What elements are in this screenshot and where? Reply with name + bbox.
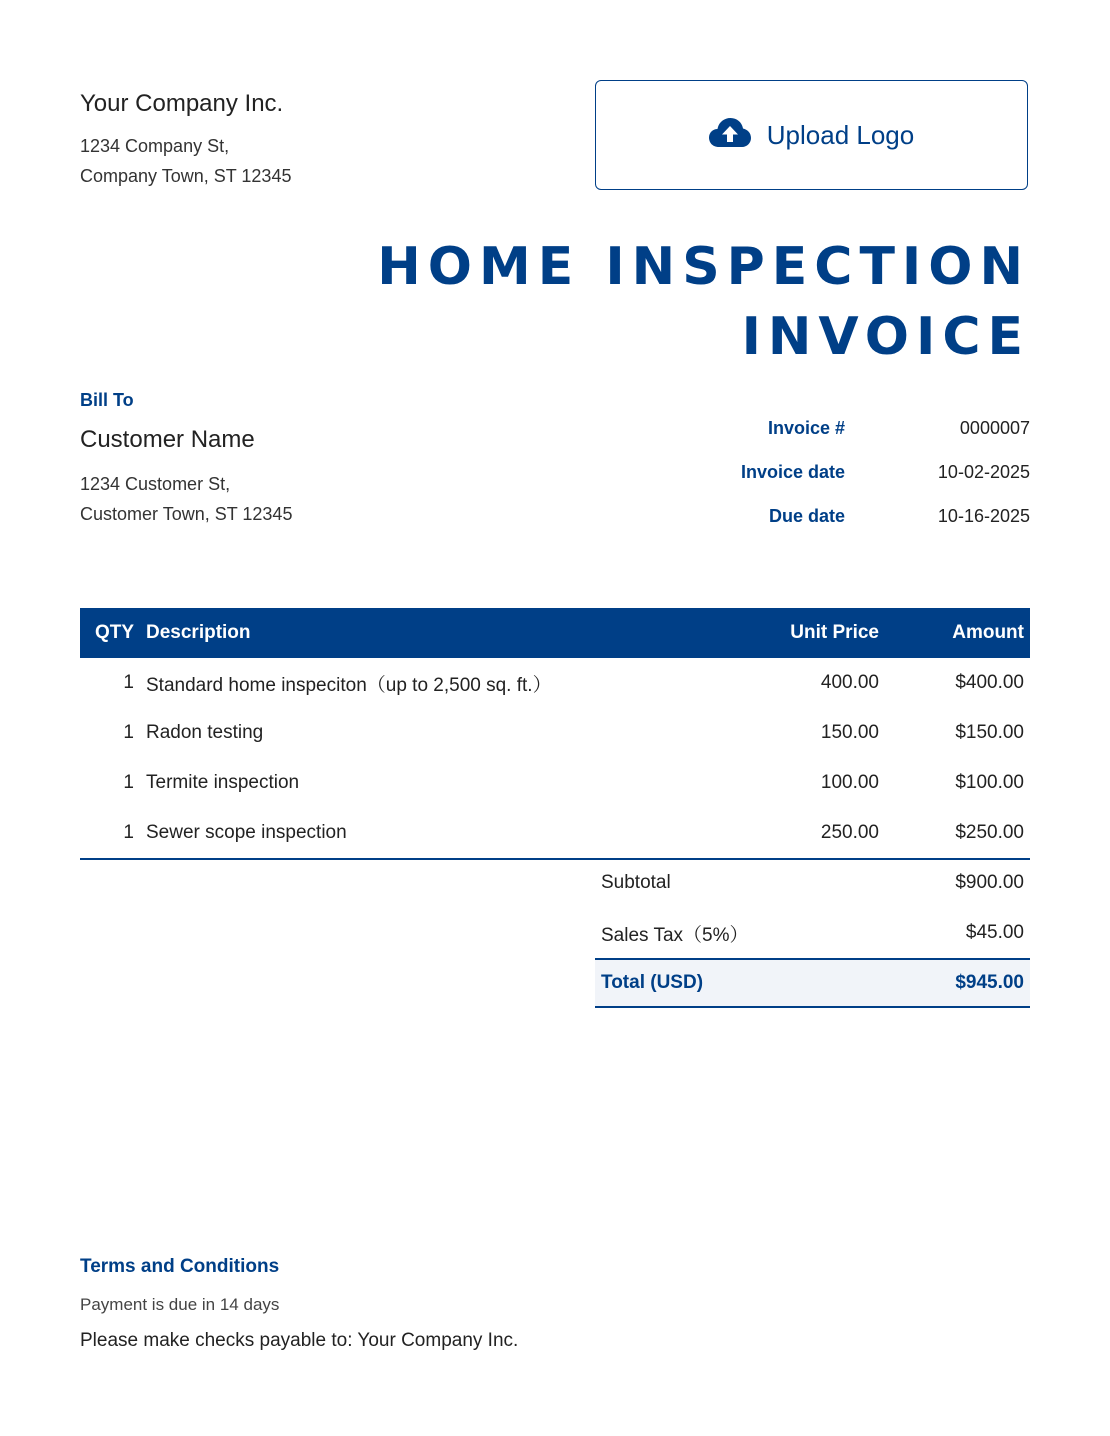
row-unit-price: 150.00	[820, 722, 879, 743]
total-value: $945.00	[888, 959, 1030, 1007]
table-row	[80, 658, 1030, 708]
invoice-title-line1: HOME INSPECTION	[377, 237, 1030, 297]
sales-tax-row	[595, 908, 1030, 959]
header-amount: Amount	[879, 608, 1030, 658]
terms-checks-payable: Please make checks payable to: Your Company Inc.	[80, 1330, 519, 1351]
upload-logo-button[interactable]	[595, 80, 1028, 190]
row-description: Termite inspection	[146, 772, 300, 793]
due-date-value: 10-16-2025	[937, 505, 1030, 526]
row-qty: 1	[123, 672, 134, 693]
row-description: Sewer scope inspection	[134, 808, 719, 859]
company-address-line2: Company Town, ST 12345	[80, 166, 292, 186]
subtotal-label: Subtotal	[601, 872, 671, 893]
cloud-upload-icon	[709, 118, 751, 153]
total-label: Total (USD)	[595, 959, 888, 1007]
row-unit-price: 250.00	[719, 808, 879, 859]
company-address-line1: 1234 Company St,	[80, 136, 230, 156]
terms-heading: Terms and Conditions	[80, 1256, 280, 1277]
header-description: Description	[134, 608, 719, 658]
bill-to-label: Bill To	[80, 390, 134, 410]
line-items-table	[80, 608, 1030, 860]
customer-address-line1: 1234 Customer St,	[80, 474, 231, 494]
table-row	[80, 708, 1030, 758]
row-description: Radon testing	[146, 722, 264, 743]
table-row	[80, 758, 1030, 808]
invoice-date-value: 10-02-2025	[937, 461, 1030, 482]
terms-payment-due: Payment is due in 14 days	[80, 1295, 280, 1314]
invoice-date-row	[580, 457, 1030, 487]
invoice-number-label: Invoice #	[767, 417, 845, 438]
header-unit-price: Unit Price	[719, 608, 879, 658]
invoice-title	[377, 232, 1030, 372]
sales-tax-label: Sales Tax（5%）	[601, 924, 749, 946]
customer-address	[80, 469, 292, 529]
due-date-row	[580, 501, 1030, 531]
row-amount: $400.00	[955, 672, 1024, 693]
row-unit-price: 400.00	[820, 672, 879, 693]
table-row	[80, 808, 1030, 859]
row-qty: 1	[80, 808, 134, 859]
row-amount: $250.00	[879, 808, 1030, 859]
row-description: Standard home inspeciton（up to 2,500 sq. ft.）	[146, 674, 552, 696]
sales-tax-value: $45.00	[965, 922, 1024, 943]
due-date-label: Due date	[768, 505, 845, 526]
row-unit-price: 100.00	[820, 772, 879, 793]
row-amount: $100.00	[955, 772, 1024, 793]
row-qty: 1	[123, 772, 134, 793]
invoice-title-line2: INVOICE	[741, 307, 1030, 367]
invoice-number-value: 0000007	[959, 417, 1030, 438]
table-header-row	[80, 608, 1030, 658]
customer-name: Customer Name	[80, 426, 255, 453]
invoice-number-row	[580, 413, 1030, 443]
row-qty: 1	[123, 722, 134, 743]
totals-table	[595, 858, 1030, 1008]
company-address	[80, 131, 291, 191]
company-name: Your Company Inc.	[80, 90, 284, 117]
invoice-date-label: Invoice date	[740, 461, 845, 482]
row-amount: $150.00	[955, 722, 1024, 743]
subtotal-value: $900.00	[955, 872, 1024, 893]
header-qty: QTY	[80, 608, 134, 658]
customer-address-line2: Customer Town, ST 12345	[80, 504, 293, 524]
subtotal-row	[595, 858, 1030, 908]
upload-logo-label: Upload Logo	[766, 119, 915, 150]
total-row	[595, 959, 1030, 1007]
